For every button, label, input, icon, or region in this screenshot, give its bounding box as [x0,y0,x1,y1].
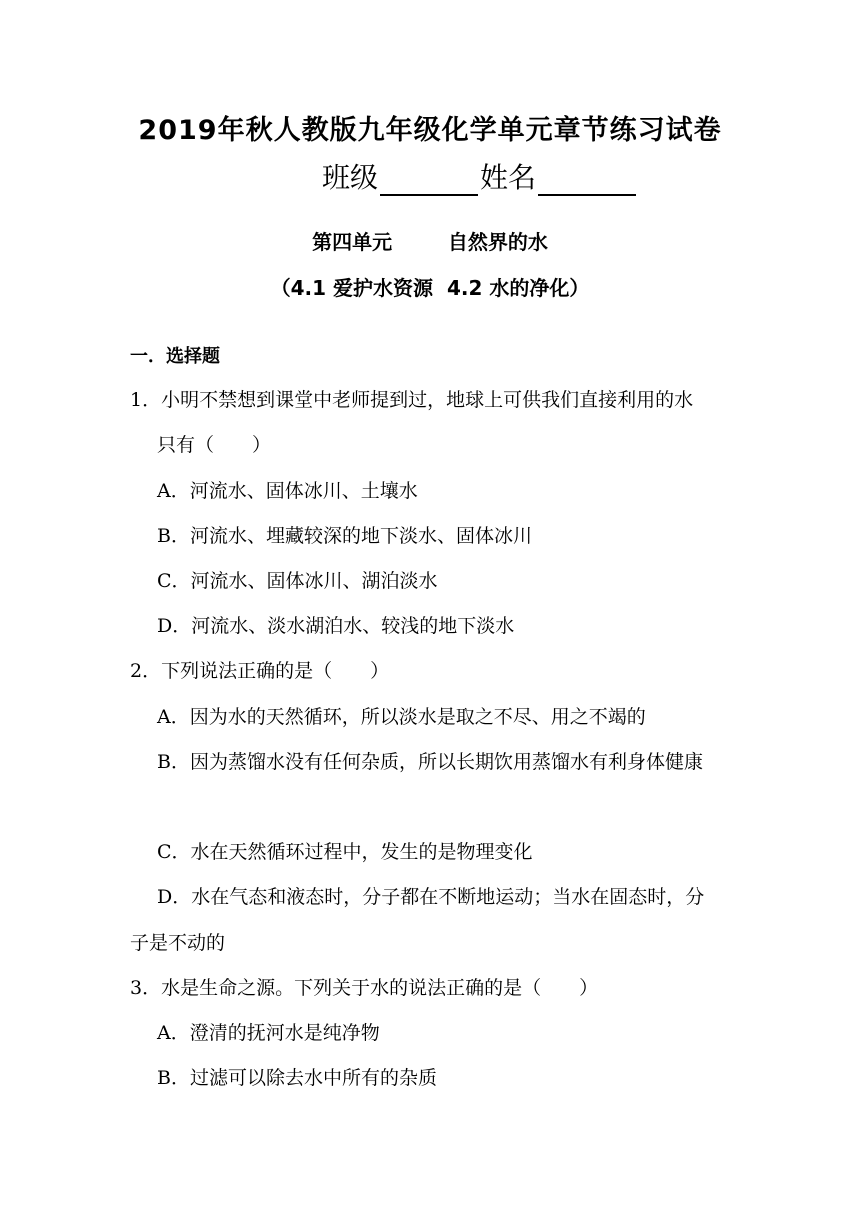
unit-subtitle: （4.1 爱护水资源 4.2 水的净化） [270,276,590,300]
question-1-option-d: D．河流水、淡水湖泊水、较浅的地下淡水 [157,615,515,637]
question-3-stem: 3．水是生命之源。下列关于水的说法正确的是（ ） [130,977,599,999]
question-3-option-b: B．过滤可以除去水中所有的杂质 [157,1067,437,1089]
question-2-option-a: A．因为水的天然循环，所以淡水是取之不尽、用之不竭的 [157,706,646,728]
question-1-option-b: B．河流水、埋藏较深的地下淡水、固体冰川 [157,525,532,547]
name-label: 姓名 [480,161,537,194]
class-blank[interactable] [380,166,478,196]
page-title: 2019年秋人教版九年级化学单元章节练习试卷 [138,115,722,146]
question-1-option-c: C．河流水、固体冰川、湖泊淡水 [157,570,438,592]
question-1-option-a: A．河流水、固体冰川、土壤水 [157,480,418,502]
student-info-line [322,156,638,196]
class-label: 班级 [322,161,379,194]
question-2-stem: 2．下列说法正确的是（ ） [130,660,390,682]
question-2-option-b: B．因为蒸馏水没有任何杂质，所以长期饮用蒸馏水有利身体健康 [157,751,703,773]
name-blank[interactable] [538,166,636,196]
question-2-option-d-cont: 子是不动的 [130,932,226,954]
question-1-stem-cont: 只有（ ） [157,434,272,456]
section-heading: 一．选择题 [130,346,220,367]
question-3-option-a: A．澄清的抚河水是纯净物 [157,1022,380,1044]
unit-title: 第四单元 自然界的水 [312,230,548,254]
question-2-option-c: C．水在天然循环过程中，发生的是物理变化 [157,841,533,863]
question-2-option-d: D．水在气态和液态时，分子都在不断地运动；当水在固态时，分 [157,886,705,908]
question-1-stem: 1．小明不禁想到课堂中老师提到过，地球上可供我们直接利用的水 [130,389,694,411]
